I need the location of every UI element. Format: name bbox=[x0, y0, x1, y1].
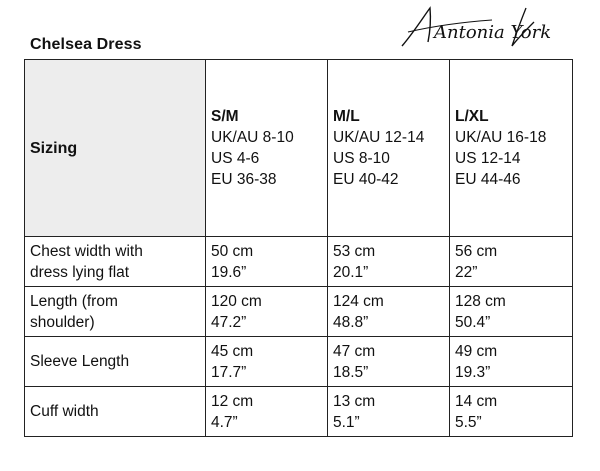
measurement-cm: 49 cm bbox=[455, 342, 498, 360]
measurement-cm: 50 cm bbox=[211, 242, 254, 260]
measurement-cell bbox=[328, 237, 450, 287]
row-label-cell bbox=[25, 287, 206, 337]
measurement-cell bbox=[206, 237, 328, 287]
measurement-inch: 20.1” bbox=[333, 263, 369, 281]
sizing-header-cell bbox=[25, 60, 206, 237]
row-label: Cuff width bbox=[30, 403, 99, 420]
measurement-cell bbox=[328, 387, 450, 437]
measurement-cell bbox=[206, 337, 328, 387]
measurement-cm: 14 cm bbox=[455, 392, 498, 410]
row-label: Chest width with bbox=[30, 242, 143, 260]
size-uk: UK/AU 8-10 bbox=[211, 129, 294, 146]
size-eu: EU 44-46 bbox=[455, 171, 521, 188]
measurement-cm: 124 cm bbox=[333, 292, 384, 310]
measurement-cm: 13 cm bbox=[333, 392, 376, 410]
row-label: Length (from bbox=[30, 292, 118, 310]
sizing-label: Sizing bbox=[30, 139, 78, 157]
size-header-cell bbox=[450, 60, 573, 237]
table-row bbox=[25, 387, 573, 437]
measurement-cm: 12 cm bbox=[211, 392, 254, 410]
size-name: M/L bbox=[333, 108, 360, 125]
measurement-cell bbox=[206, 387, 328, 437]
measurement-inch: 4.7” bbox=[211, 413, 238, 431]
measurement-inch: 47.2” bbox=[211, 313, 247, 331]
measurement-cell bbox=[328, 337, 450, 387]
row-label-cell bbox=[25, 387, 206, 437]
brand-logo bbox=[394, 2, 590, 52]
size-uk: UK/AU 12-14 bbox=[333, 129, 425, 146]
measurement-cell bbox=[450, 337, 573, 387]
measurement-cell bbox=[450, 387, 573, 437]
measurement-cm: 128 cm bbox=[455, 292, 506, 310]
measurement-cm: 120 cm bbox=[211, 292, 262, 310]
brand-signature-icon bbox=[394, 2, 590, 52]
brand-name: Antonia York bbox=[434, 22, 552, 43]
measurement-cell bbox=[450, 287, 573, 337]
measurement-inch: 19.3” bbox=[455, 363, 491, 381]
size-us: US 8-10 bbox=[333, 150, 390, 167]
table-header-row bbox=[25, 60, 573, 237]
row-label: dress lying flat bbox=[30, 263, 130, 281]
row-label-cell bbox=[25, 237, 206, 287]
row-label: shoulder) bbox=[30, 313, 95, 331]
size-eu: EU 40-42 bbox=[333, 171, 399, 188]
measurement-inch: 22” bbox=[455, 263, 478, 281]
measurement-cell bbox=[328, 287, 450, 337]
measurement-cm: 53 cm bbox=[333, 242, 376, 260]
table-row bbox=[25, 337, 573, 387]
measurement-cm: 47 cm bbox=[333, 342, 376, 360]
row-label-cell bbox=[25, 337, 206, 387]
measurement-cell bbox=[206, 287, 328, 337]
measurement-inch: 19.6” bbox=[211, 263, 247, 281]
measurement-cm: 45 cm bbox=[211, 342, 254, 360]
size-header-cell bbox=[206, 60, 328, 237]
measurement-inch: 48.8” bbox=[333, 313, 369, 331]
measurement-cm: 56 cm bbox=[455, 242, 498, 260]
row-label: Sleeve Length bbox=[30, 353, 130, 370]
size-eu: EU 36-38 bbox=[211, 171, 277, 188]
table-row bbox=[25, 287, 573, 337]
size-header-cell bbox=[328, 60, 450, 237]
measurement-inch: 50.4” bbox=[455, 313, 491, 331]
table-row bbox=[25, 237, 573, 287]
measurement-inch: 5.5” bbox=[455, 413, 482, 431]
size-name: S/M bbox=[211, 108, 239, 125]
measurement-inch: 17.7” bbox=[211, 363, 247, 381]
size-name: L/XL bbox=[455, 108, 489, 125]
size-uk: UK/AU 16-18 bbox=[455, 129, 547, 146]
measurement-cell bbox=[450, 237, 573, 287]
measurement-inch: 18.5” bbox=[333, 363, 369, 381]
measurement-inch: 5.1” bbox=[333, 413, 360, 431]
size-chart-table bbox=[24, 59, 573, 437]
page-title: Chelsea Dress bbox=[30, 36, 142, 53]
size-us: US 4-6 bbox=[211, 150, 260, 167]
size-us: US 12-14 bbox=[455, 150, 521, 167]
